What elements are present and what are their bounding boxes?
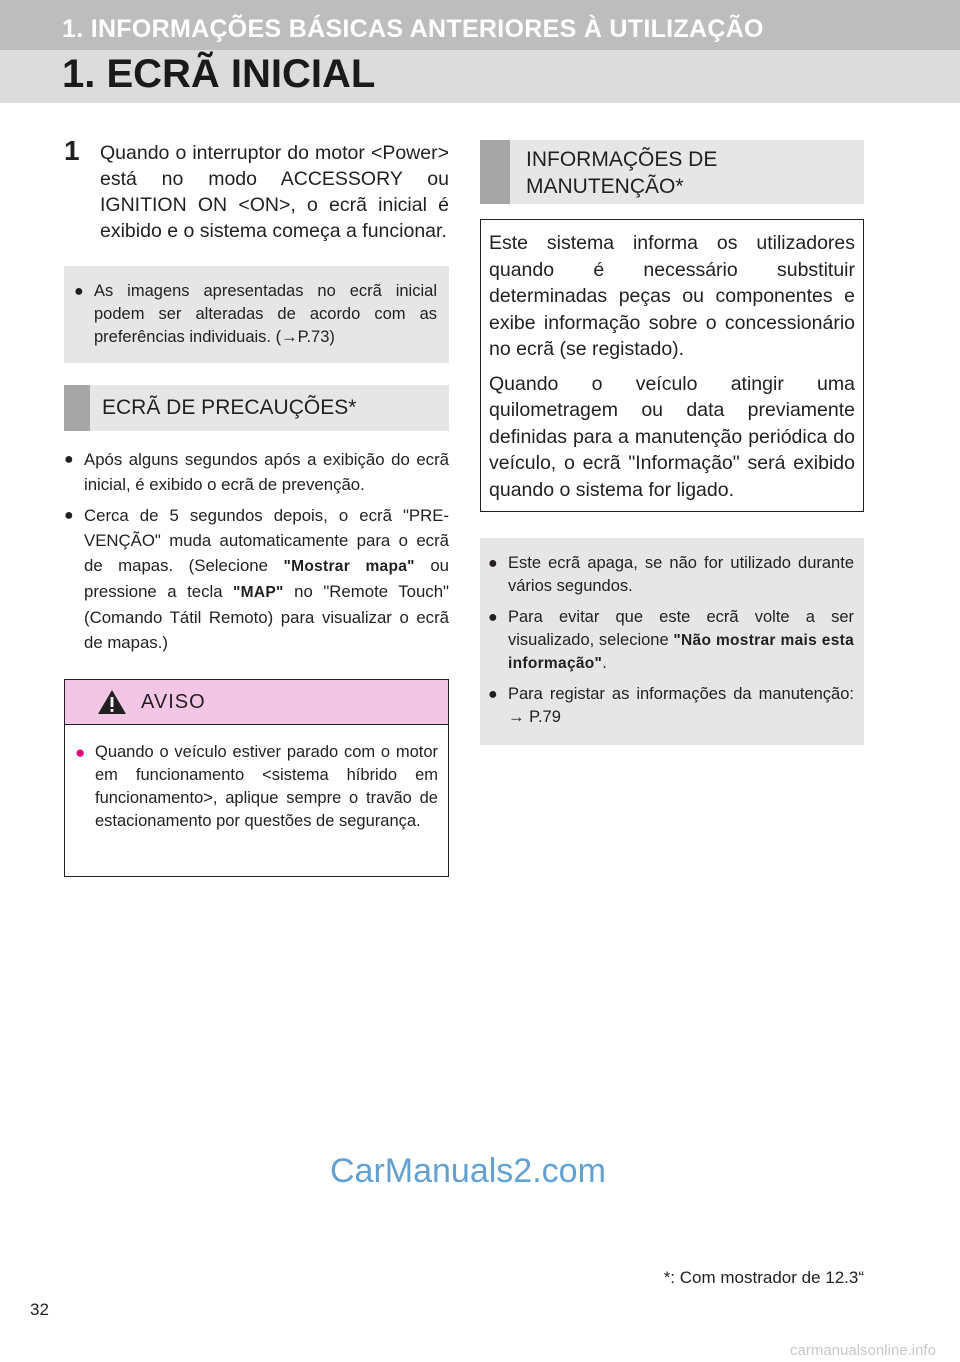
bullet-dot-icon: ● — [488, 555, 498, 572]
precautions-list — [64, 447, 449, 655]
bullet-dot-icon: ● — [488, 609, 498, 626]
maintenance-notes — [480, 538, 864, 745]
watermark-center: CarManuals2.com — [330, 1152, 606, 1190]
bullet-dot-icon: ● — [64, 451, 74, 468]
note-text: As imagens apresentadas no ecrã inicial podem ser alteradas de acordo com as preferências individuais. (→P.73) — [94, 282, 437, 346]
watermark-corner: carmanualsonline.info — [790, 1342, 936, 1359]
maintenance-info-box — [480, 219, 864, 512]
page-number: 32 — [30, 1300, 49, 1319]
step-number: 1 — [64, 135, 80, 166]
list-item-text: Para evitar que este ecrã volte a ser visualizado, selecione — [508, 608, 854, 649]
footnote: *: Com mostrador de 12.3“ — [663, 1268, 864, 1287]
bullet-dot-icon: ● — [64, 507, 74, 524]
dont-show-label: "Não mostrar mais esta informação" — [508, 632, 854, 672]
note-box — [64, 266, 449, 363]
warning-body — [65, 725, 448, 833]
note-bullet — [74, 280, 437, 349]
list-item — [64, 447, 449, 497]
list-item-text: Cerca de 5 segundos depois, o ecrã "PRE-VENÇÃO" muda automaticamente para o ecrã de mapas. (Selecione — [84, 506, 449, 575]
warning-header — [65, 680, 448, 725]
info-paragraph: Este sistema informa os utilizadores quando é necessário substituir determinadas peças ou componentes e exibe informação sobre o concessionário no ecrã (se registado). — [489, 232, 855, 360]
list-item-text: Para registar as informações da manutenção: → P.79 — [508, 685, 854, 726]
list-item — [64, 503, 449, 655]
page-title: 1. ECRÃ INICIAL — [62, 52, 376, 96]
warning-box — [64, 679, 449, 877]
step-text: Quando o interruptor do motor <Power> está no modo ACCESSORY ou IGNITION ON <ON>, o ecrã inicial é exibido e o sistema começa a funcionar. — [100, 142, 449, 242]
step-1 — [64, 135, 449, 244]
list-item — [488, 606, 854, 675]
list-item-text: Após alguns segundos após a exibição do ecrã inicial, é exibido o ecrã de prevenção. — [84, 450, 449, 494]
bullet-dot-icon: ● — [74, 283, 84, 300]
left-column — [64, 135, 449, 877]
info-paragraph: Quando o veículo atingir uma quilometragem ou data previamente definidas para a manutenção periódica do veículo, o ecrã "Informação" será exibido quando o sistema for ligado. — [489, 372, 855, 501]
list-item-text: ou pressione a tecla — [84, 556, 449, 601]
warning-text: Quando o veículo estiver parado com o motor em funcionamento <sistema híbrido em funcionamento>, aplique sempre o travão de estacionamento por questões de segurança. — [95, 743, 438, 830]
list-item-text: no "Remote Touch" (Comando Tátil Remoto) para visualizar o ecrã de mapas.) — [84, 582, 449, 652]
bullet-dot-icon: ● — [488, 686, 498, 703]
list-item — [488, 683, 854, 729]
warning-dot-icon: ● — [75, 743, 86, 762]
warning-label: AVISO — [141, 691, 206, 713]
right-column — [480, 140, 864, 745]
show-map-label: "Mostrar mapa" — [283, 558, 415, 575]
list-item-text: . — [602, 654, 607, 672]
map-key-label: "MAP" — [233, 584, 284, 601]
maintenance-heading: INFORMAÇÕES DE MANUTENÇÃO* — [480, 140, 864, 204]
warning-triangle-icon — [97, 689, 127, 715]
section-title: 1. INFORMAÇÕES BÁSICAS ANTERIORES À UTILIZAÇÃO — [62, 15, 764, 43]
precautions-heading: ECRÃ DE PRECAUÇÕES* — [64, 385, 449, 431]
list-item — [488, 552, 854, 598]
list-item-text: Este ecrã apaga, se não for utilizado durante vários segundos. — [508, 554, 854, 595]
